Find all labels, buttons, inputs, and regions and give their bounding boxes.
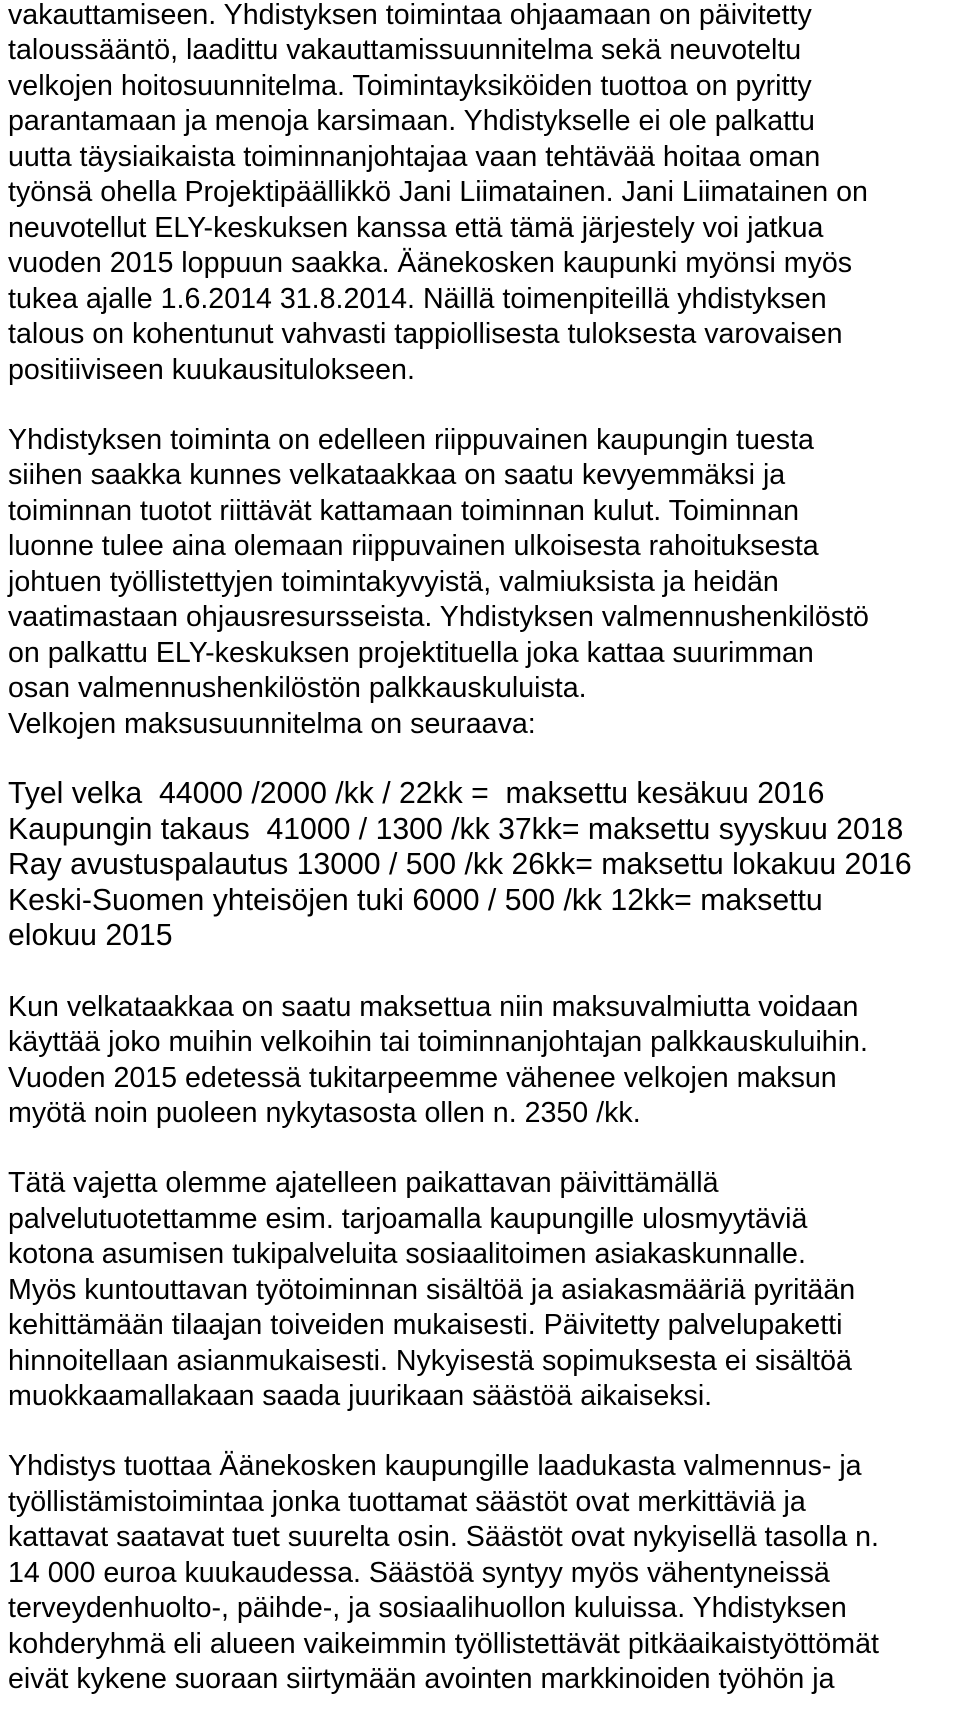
paragraph-1-line-8: vuoden 2015 loppuun saakka. Äänekosken kaupunki myönsi myös <box>8 247 853 279</box>
paragraph-4-line-6: hinnoitellaan asianmukaisesti. Nykyisestä sopimuksesta ei sisältöä <box>8 1345 852 1377</box>
debt-item-keski-suomi: Keski-Suomen yhteisöjen tuki 6000 / 500 /kk 12kk= maksettu <box>8 884 823 917</box>
paragraph-1-line-7: neuvotellut ELY-keskuksen kanssa että tämä järjestely voi jatkua <box>8 212 824 244</box>
paragraph-2-line-1: Yhdistyksen toiminta on edelleen riippuvainen kaupungin tuesta <box>8 424 814 456</box>
paragraph-2-line-3: toiminnan tuotot riittävät kattamaan toiminnan kulut. Toiminnan <box>8 495 800 527</box>
paragraph-4-line-4: Myös kuntouttavan työtoiminnan sisältöä ja asiakasmääriä pyritään <box>8 1274 856 1306</box>
paragraph-2-line-6: vaatimastaan ohjausresursseista. Yhdistyksen valmennushenkilöstö <box>8 601 869 633</box>
debt-item-tyel: Tyel velka 44000 /2000 /kk / 22kk = maksettu kesäkuu 2016 <box>8 777 825 810</box>
paragraph-4-line-7: muokkaamallakaan saada juurikaan säästöä aikaiseksi. <box>8 1380 713 1412</box>
paragraph-5-line-5: terveydenhuolto-, päihde-, ja sosiaalihuollon kuluissa. Yhdistyksen <box>8 1592 847 1624</box>
paragraph-3-line-3: Vuoden 2015 edetessä tukitarpeemme vähenee velkojen maksun <box>8 1062 837 1094</box>
paragraph-4-line-1: Tätä vajetta olemme ajatelleen paikattavan päivittämällä <box>8 1167 719 1199</box>
paragraph-2-line-4: luonne tulee aina olemaan riippuvainen ulkoisesta rahoituksesta <box>8 530 819 562</box>
debt-item-keski-suomi-cont: elokuu 2015 <box>8 919 173 952</box>
paragraph-1-line-11: positiiviseen kuukausitulokseen. <box>8 354 415 386</box>
paragraph-2-line-5: johtuen työllistettyjen toimintakyvyistä, valmiuksista ja heidän <box>8 566 779 598</box>
paragraph-5-line-1: Yhdistys tuottaa Äänekosken kaupungille laadukasta valmennus- ja <box>8 1450 862 1482</box>
paragraph-1-line-6: työnsä ohella Projektipäällikkö Jani Liimatainen. Jani Liimatainen on <box>8 176 868 208</box>
paragraph-5-line-4: 14 000 euroa kuukaudessa. Säästöä syntyy myös vähentyneissä <box>8 1557 830 1589</box>
paragraph-1-line-1: vakauttamiseen. Yhdistyksen toimintaa ohjaamaan on päivitetty <box>8 0 812 31</box>
paragraph-3-line-2: käyttää joko muihin velkoihin tai toiminnanjohtajan palkkauskuluihin. <box>8 1026 868 1058</box>
paragraph-1-line-2: taloussääntö, laadittu vakauttamissuunnitelma sekä neuvoteltu <box>8 34 802 66</box>
paragraph-2-line-8: osan valmennushenkilöstön palkkauskuluista. <box>8 672 587 704</box>
debt-plan-heading: Velkojen maksusuunnitelma on seuraava: <box>8 708 536 740</box>
paragraph-1-line-10: talous on kohentunut vahvasti tappiollisesta tuloksesta varovaisen <box>8 318 843 350</box>
paragraph-2-line-7: on palkattu ELY-keskuksen projektituella joka kattaa suurimman <box>8 637 814 669</box>
paragraph-1-line-5: uutta täysiaikaista toiminnanjohtajaa vaan tehtävää hoitaa oman <box>8 141 821 173</box>
paragraph-1-line-4: parantamaan ja menoja karsimaan. Yhdistykselle ei ole palkattu <box>8 105 815 137</box>
paragraph-1-line-9: tukea ajalle 1.6.2014 31.8.2014. Näillä toimenpiteillä yhdistyksen <box>8 283 827 315</box>
paragraph-4-line-2: palvelutuotettamme esim. tarjoamalla kaupungille ulosmyytäviä <box>8 1203 808 1235</box>
debt-item-ray: Ray avustuspalautus 13000 / 500 /kk 26kk= maksettu lokakuu 2016 <box>8 848 912 881</box>
paragraph-3-line-1: Kun velkataakkaa on saatu maksettua niin maksuvalmiutta voidaan <box>8 991 859 1023</box>
paragraph-5-line-2: työllistämistoimintaa jonka tuottamat säästöt ovat merkittäviä ja <box>8 1486 806 1518</box>
paragraph-4-line-5: kehittämään tilaajan toiveiden mukaisesti. Päivitetty palvelupaketti <box>8 1309 843 1341</box>
paragraph-5-line-7: eivät kykene suoraan siirtymään avointen markkinoiden työhön ja <box>8 1663 835 1695</box>
paragraph-1-line-3: velkojen hoitosuunnitelma. Toimintayksiköiden tuottoa on pyritty <box>8 70 812 102</box>
paragraph-5-line-3: kattavat saatavat tuet suurelta osin. Säästöt ovat nykyisellä tasolla n. <box>8 1521 880 1553</box>
paragraph-3-line-4: myötä noin puoleen nykytasosta ollen n. 2350 /kk. <box>8 1097 641 1129</box>
debt-item-kaupungin-takaus: Kaupungin takaus 41000 / 1300 /kk 37kk= maksettu syyskuu 2018 <box>8 813 904 846</box>
paragraph-2-line-2: siihen saakka kunnes velkataakkaa on saatu kevyemmäksi ja <box>8 459 786 491</box>
paragraph-4-line-3: kotona asumisen tukipalveluita sosiaalitoimen asiakaskunnalle. <box>8 1238 806 1270</box>
paragraph-5-line-6: kohderyhmä eli alueen vaikeimmin työllistettävät pitkäaikaistyöttömät <box>8 1628 879 1660</box>
